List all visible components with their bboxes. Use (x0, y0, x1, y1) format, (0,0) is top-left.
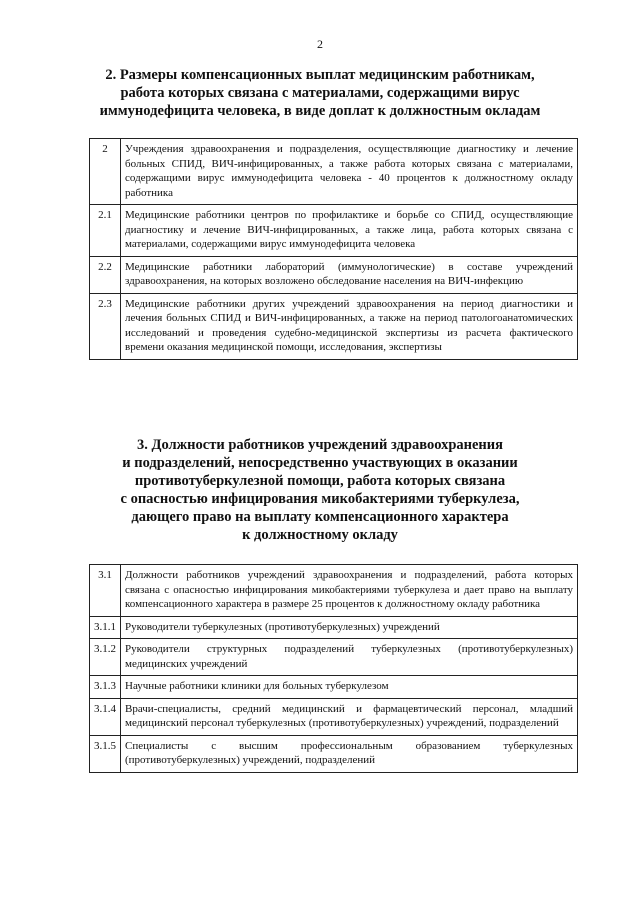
section-3-table (89, 564, 578, 773)
section-3-title-line: дающего право на выплату компенсационного характера (131, 509, 509, 525)
row-text: Медицинские работники лабораторий (иммунологические) в составе учреждений здравоохранения, на которых возложено обследование населения на ВИЧ-инфекцию (121, 256, 578, 293)
row-text: Руководители туберкулезных (противотуберкулезных) учреждений (121, 616, 578, 639)
section-3-title-line: 3. Должности работников учреждений здравоохранения (137, 437, 503, 453)
row-text: Руководители структурных подразделений туберкулезных (противотуберкулезных) медицинских учреждений (121, 639, 578, 676)
section-2-title (0, 66, 640, 120)
row-number: 3.1.1 (90, 616, 121, 639)
page-number: 2 (317, 37, 323, 51)
row-number: 3.1.5 (90, 735, 121, 772)
table-row (90, 735, 578, 772)
row-number: 3.1 (90, 565, 121, 617)
row-number: 2.2 (90, 256, 121, 293)
section-3-title (0, 436, 640, 544)
row-text: Научные работники клиники для больных туберкулезом (121, 676, 578, 699)
row-text: Медицинские работники других учреждений здравоохранения на период диагностики и лечения больных СПИД и ВИЧ-инфицированных, а также на период патологоанатомических исследований и проведения судебно-медицинской экспертизы из расчета фактического времени оказания медицинской помощи, исследования, экспертизы (121, 293, 578, 359)
row-text: Учреждения здравоохранения и подразделения, осуществляющие диагностику и лечение больных СПИД, ВИЧ-инфицированных, а также работа которых связана с материалами, содержащими вирус иммунодефицита человека - 40 процентов к должностному окладу работника (121, 139, 578, 205)
row-number: 2 (90, 139, 121, 205)
row-text: Специалисты с высшим профессиональным образованием туберкулезных (противотуберкулезных) учреждений, подразделений (121, 735, 578, 772)
section-2-table (89, 138, 578, 360)
section-3-title-line: к должностному окладу (242, 527, 398, 543)
table-row (90, 139, 578, 205)
row-text: Врачи-специалисты, средний медицинский и фармацевтический персонал, младший медицинский персонал туберкулезных (противотуберкулезных) учреждений, подразделений (121, 698, 578, 735)
section-2-title-line: работа которых связана с материалами, содержащими вирус (120, 85, 520, 101)
table-row (90, 676, 578, 699)
row-number: 3.1.2 (90, 639, 121, 676)
table-row (90, 639, 578, 676)
table-row (90, 256, 578, 293)
table-row (90, 698, 578, 735)
section-2-title-line: 2. Размеры компенсационных выплат медицинским работникам, (105, 67, 535, 83)
row-number: 3.1.4 (90, 698, 121, 735)
section-2-title-line: иммунодефицита человека, в виде доплат к должностным окладам (99, 103, 541, 119)
section-3-title-line: и подразделений, непосредственно участвующих в оказании (122, 455, 518, 471)
section-3-title-line: с опасностью инфицирования микобактериями туберкулеза, (120, 491, 520, 507)
row-number: 2.3 (90, 293, 121, 359)
table-row (90, 616, 578, 639)
row-text: Должности работников учреждений здравоохранения и подразделений, работа которых связана с опасностью инфицирования микобактериями туберкулеза и дает право на выплату компенсационного характера в размере 25 процентов к должностному окладу работника (121, 565, 578, 617)
row-number: 3.1.3 (90, 676, 121, 699)
table-row (90, 205, 578, 257)
table-row (90, 293, 578, 359)
row-number: 2.1 (90, 205, 121, 257)
section-3-title-line: противотуберкулезной помощи, работа которых связана (134, 473, 506, 489)
row-text: Медицинские работники центров по профилактике и борьбе со СПИД, осуществляющие диагностику и лечение ВИЧ-инфицированных, а также лица, работа которых связана с материалами, содержащими вирус иммунодефицита человека (121, 205, 578, 257)
table-row (90, 565, 578, 617)
